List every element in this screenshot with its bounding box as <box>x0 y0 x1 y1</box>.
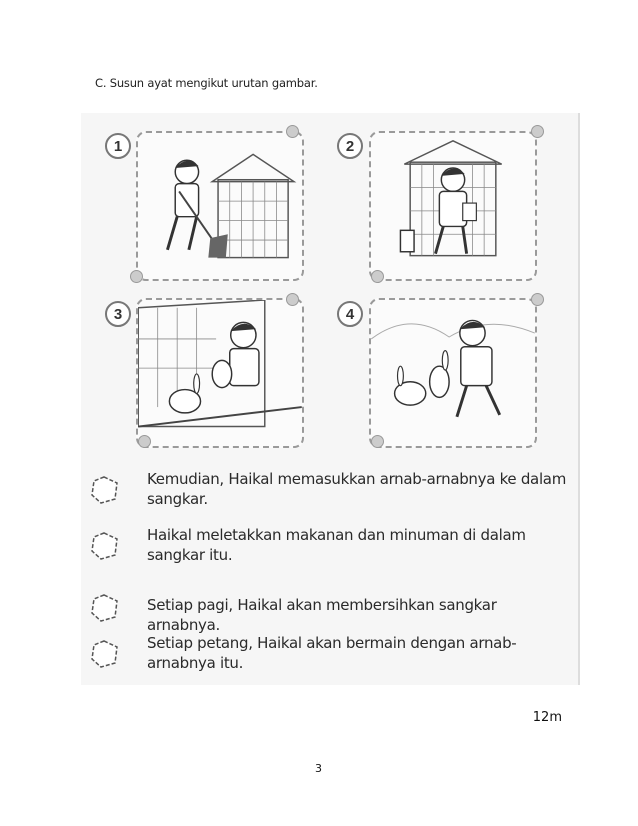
sentence-text: Setiap petang, Haikal akan bermain dengan arnab-arnabnya itu. <box>147 634 517 672</box>
picture-panel-2 <box>369 131 537 281</box>
panel-number-1: 1 <box>105 133 131 159</box>
instruction-text: C. Susun ayat mengikut urutan gambar. <box>95 76 318 90</box>
sentence-text: Haikal meletakkan makanan dan minuman di dalam sangkar itu. <box>147 526 526 564</box>
corner-decoration <box>371 435 384 448</box>
corner-decoration <box>130 270 143 283</box>
boy-feeding-illustration <box>371 133 535 279</box>
corner-decoration <box>531 293 544 306</box>
sentence-row-3 <box>89 587 569 634</box>
answer-box-3[interactable] <box>89 593 119 623</box>
answer-box-1[interactable] <box>89 475 119 505</box>
answer-box-4[interactable] <box>89 639 119 669</box>
picture-panel-4 <box>369 298 537 448</box>
boy-sweeping-illustration <box>138 133 302 279</box>
corner-decoration <box>371 270 384 283</box>
sentence-row-2 <box>89 525 569 569</box>
answer-box-2[interactable] <box>89 531 119 561</box>
sentence-text: Kemudian, Haikal memasukkan arnab-arnabnya ke dalam sangkar. <box>147 470 567 508</box>
picture-panel-3 <box>136 298 304 448</box>
sentence-row-1 <box>89 469 569 513</box>
sentence-text: Setiap pagi, Haikal akan membersihkan sangkar arnabnya. <box>147 596 497 634</box>
boy-playing-with-rabbits-illustration <box>371 300 535 446</box>
corner-decoration <box>138 435 151 448</box>
panel-number-2: 2 <box>337 133 363 159</box>
corner-decoration <box>286 293 299 306</box>
corner-decoration <box>531 125 544 138</box>
page-number: 3 <box>315 762 322 775</box>
marks-label: 12m <box>532 710 562 725</box>
panel-number-3: 3 <box>105 301 131 327</box>
boy-putting-rabbits-illustration <box>138 300 302 446</box>
panel-number-4: 4 <box>337 301 363 327</box>
corner-decoration <box>286 125 299 138</box>
worksheet-image <box>81 113 580 685</box>
sentence-row-4 <box>89 633 569 677</box>
picture-panel-1 <box>136 131 304 281</box>
